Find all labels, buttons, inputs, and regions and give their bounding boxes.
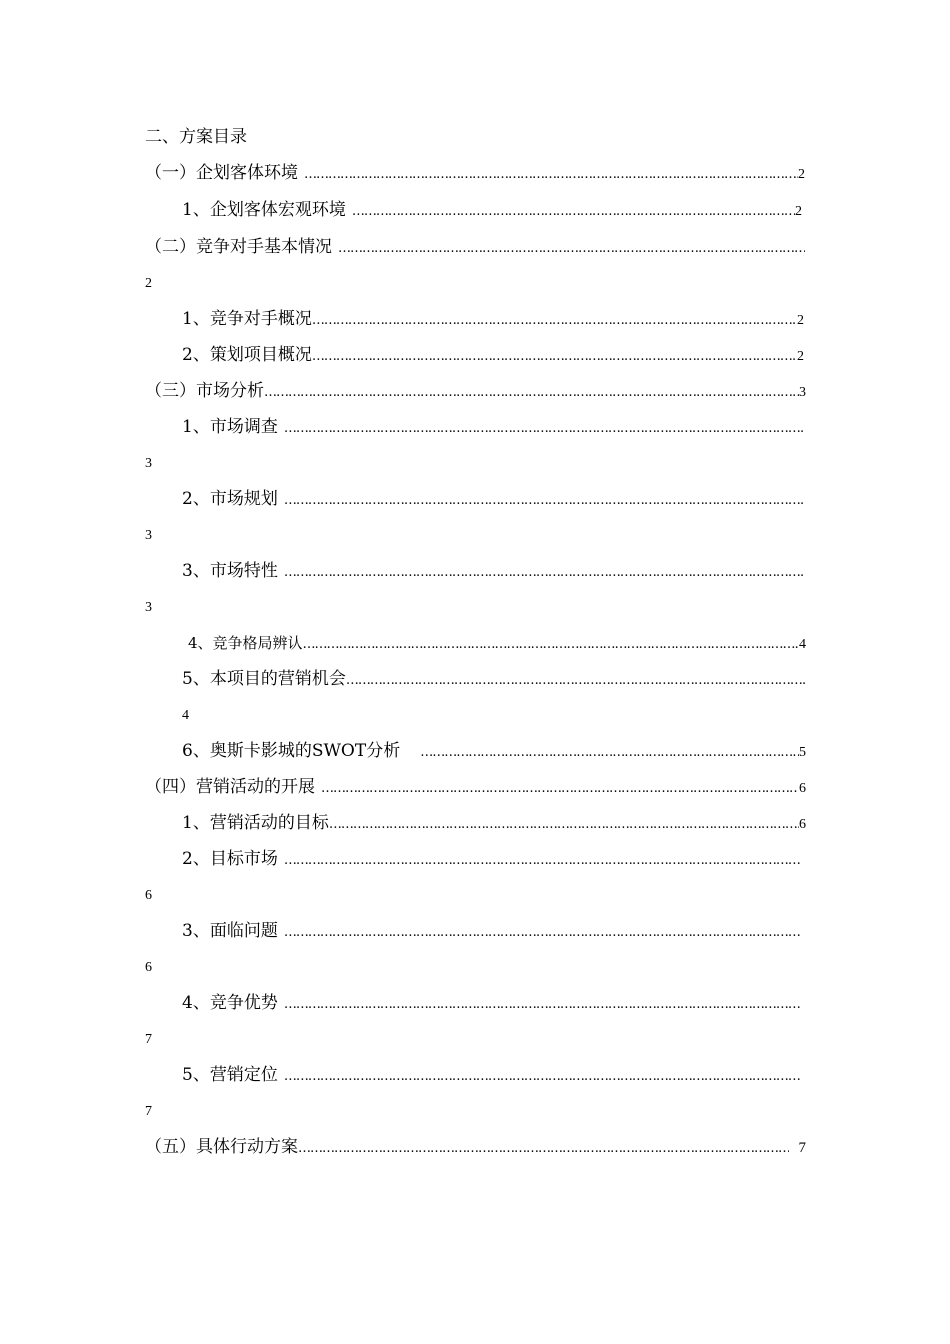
toc-entry-label: 2、目标市场 bbox=[182, 849, 278, 869]
toc-entry[interactable] bbox=[182, 921, 800, 943]
toc-leader-dots bbox=[346, 671, 805, 691]
toc-entry[interactable] bbox=[182, 561, 805, 583]
toc-entry[interactable] bbox=[182, 741, 806, 763]
toc-entry-label: 2、市场规划 bbox=[182, 489, 278, 509]
toc-entry-page: 5 bbox=[799, 745, 806, 760]
toc-entry[interactable] bbox=[145, 777, 806, 799]
toc-entry-page: 3 bbox=[799, 385, 806, 400]
toc-entry[interactable] bbox=[182, 345, 804, 367]
toc-entry-page: 6 bbox=[145, 960, 152, 975]
toc-leader-dots bbox=[338, 239, 805, 259]
toc-leader-dots bbox=[284, 995, 800, 1015]
toc-entry-label: 1、市场调查 bbox=[182, 417, 278, 437]
toc-entry-label: 5、本项目的营销机会 bbox=[182, 669, 346, 689]
toc-entry-label: 5、营销定位 bbox=[182, 1065, 278, 1085]
toc-entry-page: 2 bbox=[795, 204, 802, 219]
toc-leader-dots bbox=[284, 419, 805, 439]
toc-leader-dots bbox=[298, 1139, 789, 1159]
toc-entry-label: 6、奥斯卡影城的SWOT分析 bbox=[182, 741, 401, 761]
toc-entry-label: 3、市场特性 bbox=[182, 561, 278, 581]
toc-entry-page: 6 bbox=[799, 781, 806, 796]
toc-entry-label: 1、营销活动的目标 bbox=[182, 813, 329, 833]
toc-entry-page: 3 bbox=[145, 528, 152, 543]
toc-entry[interactable] bbox=[182, 417, 805, 439]
toc-entry-page: 6 bbox=[799, 817, 806, 832]
toc-entry-label: 4、竞争格局辨认 bbox=[188, 634, 303, 652]
toc-entry-page: 7 bbox=[145, 1104, 152, 1119]
toc-entry-page: 4 bbox=[182, 708, 189, 723]
toc-leader-dots bbox=[284, 923, 800, 943]
toc-entry[interactable] bbox=[182, 813, 806, 835]
toc-leader-dots bbox=[312, 311, 797, 331]
toc-entry-page: 2 bbox=[797, 313, 804, 328]
toc-entry-label: （五）具体行动方案 bbox=[145, 1137, 298, 1157]
toc-entry[interactable] bbox=[182, 200, 802, 222]
toc-entry[interactable] bbox=[145, 1137, 806, 1159]
toc-entry[interactable] bbox=[182, 1065, 800, 1087]
toc-leader-dots bbox=[284, 1067, 800, 1087]
toc-leader-dots bbox=[329, 815, 799, 835]
toc-entry-label: （三）市场分析 bbox=[145, 381, 264, 401]
toc-entry[interactable] bbox=[145, 381, 806, 403]
toc-entry[interactable] bbox=[182, 669, 805, 691]
toc-leader-dots bbox=[284, 491, 805, 511]
toc-entry[interactable] bbox=[145, 163, 805, 185]
toc-entry[interactable] bbox=[145, 237, 805, 259]
toc-entry-page: 2 bbox=[145, 276, 152, 291]
toc-entry[interactable] bbox=[182, 849, 800, 871]
toc-entry[interactable] bbox=[188, 633, 806, 655]
toc-entry-page: 7 bbox=[145, 1032, 152, 1047]
toc-leader-dots bbox=[303, 635, 799, 655]
toc-leader-dots bbox=[352, 202, 795, 222]
toc-entry-page: 3 bbox=[145, 600, 152, 615]
toc-leader-dots bbox=[284, 851, 800, 871]
toc-entry-label: 1、竞争对手概况 bbox=[182, 309, 312, 329]
toc-entry-page: 2 bbox=[798, 167, 805, 182]
toc-leader-dots bbox=[321, 779, 799, 799]
toc-entry[interactable] bbox=[182, 489, 805, 511]
toc-entry-page: 4 bbox=[799, 637, 806, 652]
toc-entry-page: 7 bbox=[798, 1140, 806, 1156]
toc-entry-page: 2 bbox=[797, 349, 804, 364]
toc-entry-label: 2、策划项目概况 bbox=[182, 345, 312, 365]
toc-leader-dots bbox=[284, 563, 805, 583]
toc-entry-label: 3、面临问题 bbox=[182, 921, 278, 941]
toc-leader-dots bbox=[420, 743, 799, 763]
toc-entry[interactable] bbox=[182, 993, 800, 1015]
toc-entry-label: 1、企划客体宏观环境 bbox=[182, 200, 346, 220]
toc-leader-dots bbox=[312, 347, 797, 367]
toc-entry[interactable] bbox=[182, 309, 804, 331]
toc-leader-dots bbox=[264, 383, 799, 403]
toc-entry-label: （二）竞争对手基本情况 bbox=[145, 237, 332, 257]
toc-entry-label: 4、竞争优势 bbox=[182, 993, 278, 1013]
toc-entry-label: （四）营销活动的开展 bbox=[145, 777, 315, 797]
toc-heading: 二、方案目录 bbox=[145, 127, 247, 147]
toc-leader-dots bbox=[304, 165, 798, 185]
toc-entry-page: 6 bbox=[145, 888, 152, 903]
toc-entry-page: 3 bbox=[145, 456, 152, 471]
toc-entry-label: （一）企划客体环境 bbox=[145, 163, 298, 183]
